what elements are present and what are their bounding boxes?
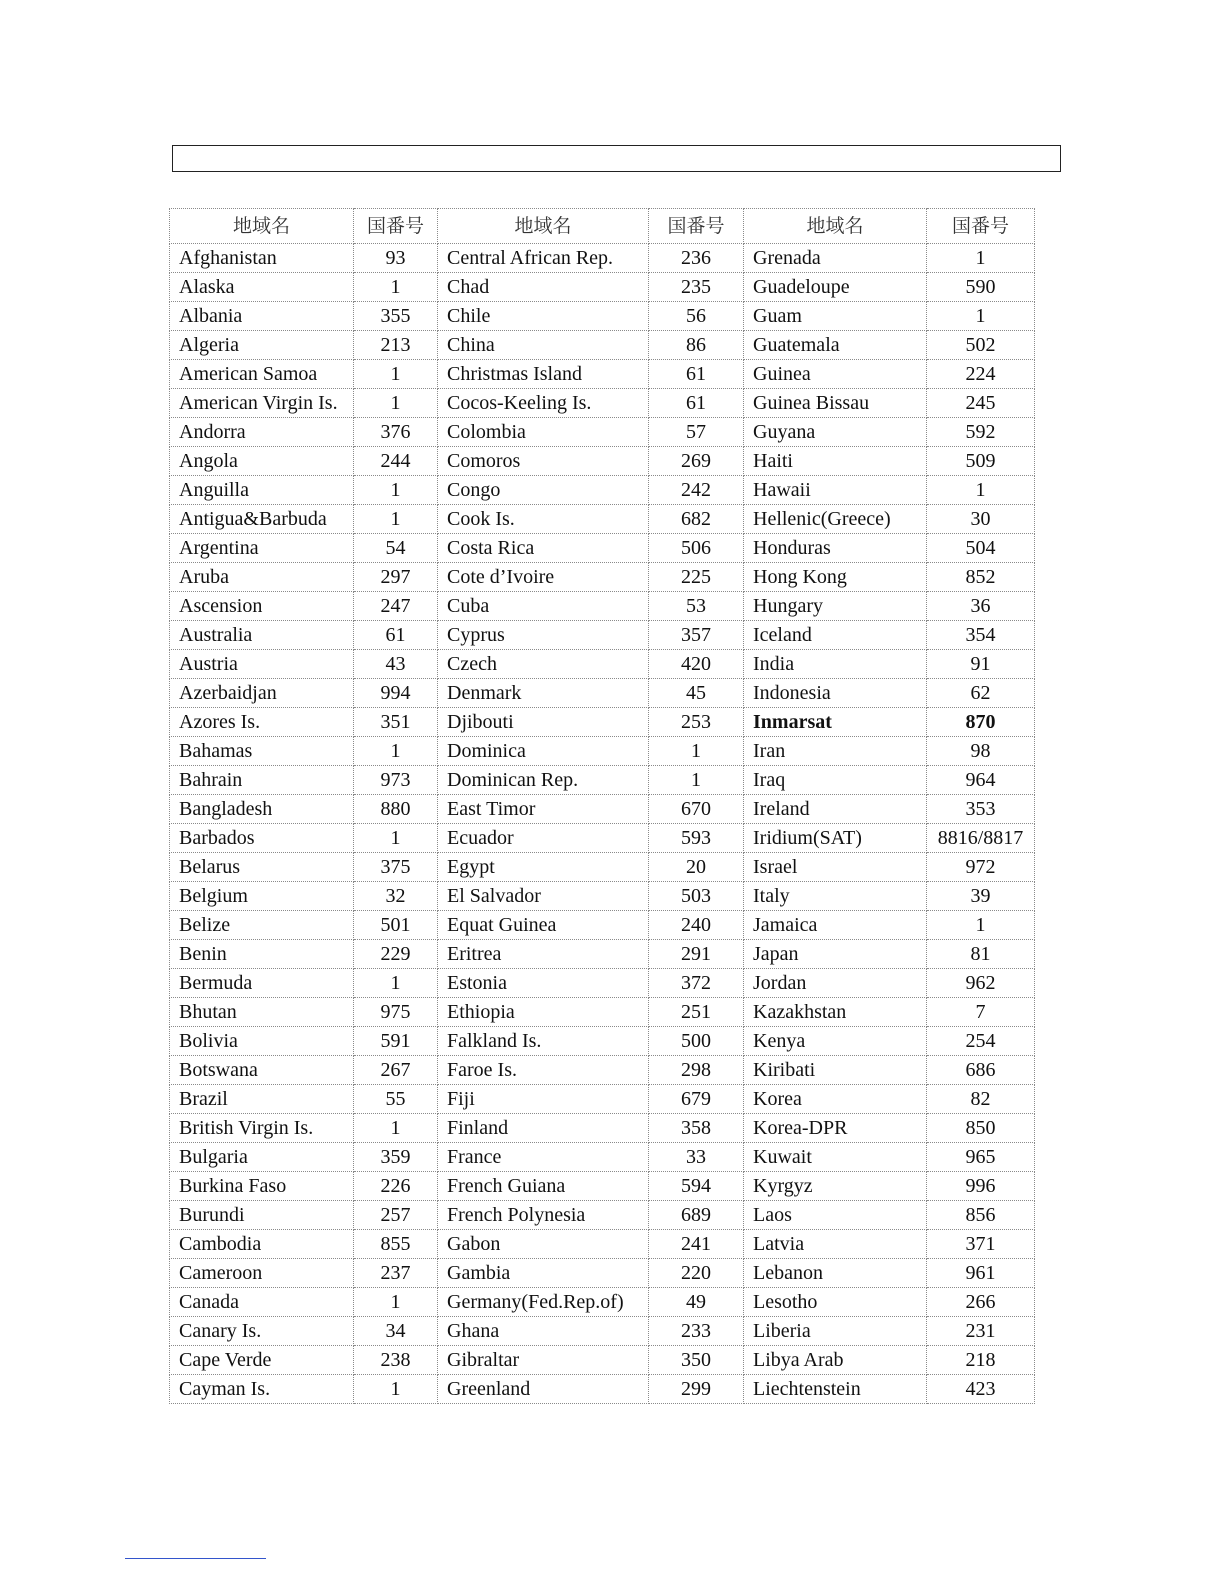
country-code-cell: 257 (354, 1201, 438, 1230)
table-row (170, 534, 1035, 563)
region-name-cell: Gabon (438, 1230, 649, 1259)
region-name-cell: Libya Arab (744, 1346, 927, 1375)
country-code-cell: 247 (354, 592, 438, 621)
table-row (170, 795, 1035, 824)
region-name-cell: Cameroon (170, 1259, 354, 1288)
country-code-cell: 1 (927, 911, 1035, 940)
country-code-cell: 213 (354, 331, 438, 360)
region-name-cell: Central African Rep. (438, 244, 649, 273)
region-name-cell: Aruba (170, 563, 354, 592)
country-code-cell: 1 (354, 1288, 438, 1317)
country-code-cell: 224 (927, 360, 1035, 389)
country-code-cell: 1 (354, 1114, 438, 1143)
country-code-cell: 1 (649, 766, 744, 795)
region-name-cell: Laos (744, 1201, 927, 1230)
region-name-cell: Japan (744, 940, 927, 969)
country-code-cell: 61 (354, 621, 438, 650)
country-code-cell: 420 (649, 650, 744, 679)
country-code-cell: 91 (927, 650, 1035, 679)
region-name-cell: Faroe Is. (438, 1056, 649, 1085)
table-row (170, 418, 1035, 447)
region-name-cell: Lebanon (744, 1259, 927, 1288)
region-name-cell: Kazakhstan (744, 998, 927, 1027)
table-row (170, 389, 1035, 418)
country-code-cell: 994 (354, 679, 438, 708)
region-name-cell: India (744, 650, 927, 679)
country-code-cell: 357 (649, 621, 744, 650)
country-code-cell: 244 (354, 447, 438, 476)
region-name-cell: Kiribati (744, 1056, 927, 1085)
region-name-cell: Benin (170, 940, 354, 969)
region-name-cell: Grenada (744, 244, 927, 273)
country-code-cell: 686 (927, 1056, 1035, 1085)
country-code-cell: 242 (649, 476, 744, 505)
region-name-cell: Italy (744, 882, 927, 911)
country-code-cell: 235 (649, 273, 744, 302)
region-name-cell: Angola (170, 447, 354, 476)
region-name-cell: Guyana (744, 418, 927, 447)
region-name-cell: Belgium (170, 882, 354, 911)
country-code-cell: 1 (927, 476, 1035, 505)
region-name-cell: American Virgin Is. (170, 389, 354, 418)
region-name-cell: Bolivia (170, 1027, 354, 1056)
region-name-cell: Bahamas (170, 737, 354, 766)
country-code-cell: 251 (649, 998, 744, 1027)
country-code-cell: 1 (927, 244, 1035, 273)
region-name-cell: Bahrain (170, 766, 354, 795)
country-code-cell: 43 (354, 650, 438, 679)
table-row (170, 1085, 1035, 1114)
country-code-cell: 590 (927, 273, 1035, 302)
country-code-cell: 55 (354, 1085, 438, 1114)
country-code-cell: 254 (927, 1027, 1035, 1056)
country-code-cell: 670 (649, 795, 744, 824)
table-row (170, 882, 1035, 911)
region-name-cell: Fiji (438, 1085, 649, 1114)
region-name-cell: Hawaii (744, 476, 927, 505)
region-name-cell: Cook Is. (438, 505, 649, 534)
country-code-cell: 240 (649, 911, 744, 940)
country-code-cell: 509 (927, 447, 1035, 476)
country-code-cell: 98 (927, 737, 1035, 766)
country-code-cell: 1 (354, 505, 438, 534)
country-code-cell: 1 (649, 737, 744, 766)
region-name-cell: Hungary (744, 592, 927, 621)
region-name-cell: American Samoa (170, 360, 354, 389)
table-row (170, 853, 1035, 882)
country-code-cell: 870 (927, 708, 1035, 737)
table-row (170, 1317, 1035, 1346)
table-row (170, 737, 1035, 766)
region-name-cell: Congo (438, 476, 649, 505)
region-name-cell: Costa Rica (438, 534, 649, 563)
country-code-cell: 241 (649, 1230, 744, 1259)
table-row (170, 1027, 1035, 1056)
region-name-cell: Falkland Is. (438, 1027, 649, 1056)
country-code-cell: 359 (354, 1143, 438, 1172)
region-name-cell: Bangladesh (170, 795, 354, 824)
region-name-cell: Bermuda (170, 969, 354, 998)
country-code-cell: 962 (927, 969, 1035, 998)
country-code-cell: 355 (354, 302, 438, 331)
region-name-cell: Algeria (170, 331, 354, 360)
table-row (170, 708, 1035, 737)
region-name-cell: Dominican Rep. (438, 766, 649, 795)
country-code-cell: 423 (927, 1375, 1035, 1404)
region-name-cell: Estonia (438, 969, 649, 998)
table-row (170, 331, 1035, 360)
region-name-cell: Alaska (170, 273, 354, 302)
region-name-cell: Latvia (744, 1230, 927, 1259)
country-code-cell: 503 (649, 882, 744, 911)
table-row (170, 505, 1035, 534)
table-row (170, 969, 1035, 998)
country-code-cell: 57 (649, 418, 744, 447)
country-code-cell: 81 (927, 940, 1035, 969)
country-code-cell: 964 (927, 766, 1035, 795)
header-region-name: 地域名 (170, 209, 354, 244)
country-code-cell: 56 (649, 302, 744, 331)
region-name-cell: British Virgin Is. (170, 1114, 354, 1143)
country-code-cell: 266 (927, 1288, 1035, 1317)
country-code-cell: 32 (354, 882, 438, 911)
region-name-cell: Guinea Bissau (744, 389, 927, 418)
country-code-cell: 354 (927, 621, 1035, 650)
region-name-cell: Chad (438, 273, 649, 302)
table-row (170, 1143, 1035, 1172)
region-name-cell: Iceland (744, 621, 927, 650)
table-row (170, 592, 1035, 621)
country-code-cell: 371 (927, 1230, 1035, 1259)
table-row (170, 1114, 1035, 1143)
region-name-cell: Cayman Is. (170, 1375, 354, 1404)
table-row (170, 476, 1035, 505)
region-name-cell: Brazil (170, 1085, 354, 1114)
region-name-cell: Egypt (438, 853, 649, 882)
table-row (170, 1172, 1035, 1201)
table-header-row (170, 209, 1035, 244)
region-name-cell: Bhutan (170, 998, 354, 1027)
region-name-cell: Haiti (744, 447, 927, 476)
region-name-cell: China (438, 331, 649, 360)
region-name-cell: Iraq (744, 766, 927, 795)
table-row (170, 621, 1035, 650)
country-code-cell: 682 (649, 505, 744, 534)
table-row (170, 998, 1035, 1027)
region-name-cell: Afghanistan (170, 244, 354, 273)
country-code-cell: 501 (354, 911, 438, 940)
country-code-cell: 500 (649, 1027, 744, 1056)
country-code-cell: 996 (927, 1172, 1035, 1201)
region-name-cell: Antigua&Barbuda (170, 505, 354, 534)
country-code-cell: 226 (354, 1172, 438, 1201)
region-name-cell: Iran (744, 737, 927, 766)
table-row (170, 1375, 1035, 1404)
country-code-cell: 45 (649, 679, 744, 708)
region-name-cell: Belarus (170, 853, 354, 882)
region-name-cell: French Guiana (438, 1172, 649, 1201)
region-name-cell: Jamaica (744, 911, 927, 940)
document-title-box (172, 145, 1061, 172)
region-name-cell: Kyrgyz (744, 1172, 927, 1201)
country-code-cell: 297 (354, 563, 438, 592)
country-code-cell: 350 (649, 1346, 744, 1375)
country-code-cell: 53 (649, 592, 744, 621)
country-code-cell: 34 (354, 1317, 438, 1346)
country-code-table (169, 208, 1035, 1404)
table-row (170, 911, 1035, 940)
region-name-cell: Korea (744, 1085, 927, 1114)
country-code-cell: 1 (354, 1375, 438, 1404)
region-name-cell: Iridium(SAT) (744, 824, 927, 853)
region-name-cell: Bulgaria (170, 1143, 354, 1172)
table-row (170, 824, 1035, 853)
country-code-cell: 880 (354, 795, 438, 824)
country-code-cell: 61 (649, 360, 744, 389)
table-row (170, 679, 1035, 708)
region-name-cell: Indonesia (744, 679, 927, 708)
region-name-cell: Czech (438, 650, 649, 679)
country-code-cell: 591 (354, 1027, 438, 1056)
region-name-cell: French Polynesia (438, 1201, 649, 1230)
country-code-cell: 972 (927, 853, 1035, 882)
country-code-cell: 253 (649, 708, 744, 737)
region-name-cell: Cyprus (438, 621, 649, 650)
region-name-cell: Hong Kong (744, 563, 927, 592)
region-name-cell: Albania (170, 302, 354, 331)
country-code-cell: 298 (649, 1056, 744, 1085)
region-name-cell: Azerbaidjan (170, 679, 354, 708)
country-code-cell: 299 (649, 1375, 744, 1404)
country-code-cell: 231 (927, 1317, 1035, 1346)
country-code-cell: 1 (354, 389, 438, 418)
country-code-cell: 965 (927, 1143, 1035, 1172)
region-name-cell: Anguilla (170, 476, 354, 505)
table-row (170, 302, 1035, 331)
region-name-cell: France (438, 1143, 649, 1172)
country-code-cell: 592 (927, 418, 1035, 447)
region-name-cell: Burundi (170, 1201, 354, 1230)
region-name-cell: Jordan (744, 969, 927, 998)
region-name-cell: Gibraltar (438, 1346, 649, 1375)
region-name-cell: Israel (744, 853, 927, 882)
region-name-cell: Canary Is. (170, 1317, 354, 1346)
region-name-cell: Azores Is. (170, 708, 354, 737)
region-name-cell: Cuba (438, 592, 649, 621)
region-name-cell: Ethiopia (438, 998, 649, 1027)
region-name-cell: Cape Verde (170, 1346, 354, 1375)
region-name-cell: Colombia (438, 418, 649, 447)
region-name-cell: Eritrea (438, 940, 649, 969)
region-name-cell: Belize (170, 911, 354, 940)
country-code-cell: 961 (927, 1259, 1035, 1288)
region-name-cell: Christmas Island (438, 360, 649, 389)
country-code-cell: 372 (649, 969, 744, 998)
region-name-cell: Ghana (438, 1317, 649, 1346)
country-code-cell: 973 (354, 766, 438, 795)
country-code-cell: 49 (649, 1288, 744, 1317)
table-row (170, 1056, 1035, 1085)
country-code-cell: 7 (927, 998, 1035, 1027)
country-code-cell: 1 (927, 302, 1035, 331)
country-code-cell: 1 (354, 737, 438, 766)
country-code-cell: 1 (354, 273, 438, 302)
region-name-cell: Hellenic(Greece) (744, 505, 927, 534)
region-name-cell: Denmark (438, 679, 649, 708)
table-row (170, 360, 1035, 389)
country-code-cell: 1 (354, 476, 438, 505)
region-name-cell: Liechtenstein (744, 1375, 927, 1404)
country-code-cell: 36 (927, 592, 1035, 621)
region-name-cell: Argentina (170, 534, 354, 563)
country-code-cell: 269 (649, 447, 744, 476)
country-code-cell: 594 (649, 1172, 744, 1201)
table-row (170, 650, 1035, 679)
country-code-cell: 850 (927, 1114, 1035, 1143)
table-row (170, 447, 1035, 476)
region-name-cell: Canada (170, 1288, 354, 1317)
country-code-cell: 39 (927, 882, 1035, 911)
country-code-cell: 855 (354, 1230, 438, 1259)
country-code-cell: 975 (354, 998, 438, 1027)
country-code-cell: 376 (354, 418, 438, 447)
table-row (170, 563, 1035, 592)
region-name-cell: Barbados (170, 824, 354, 853)
header-country-code: 国番号 (354, 209, 438, 244)
country-code-cell: 375 (354, 853, 438, 882)
country-code-cell: 225 (649, 563, 744, 592)
table-row (170, 1201, 1035, 1230)
country-code-cell: 506 (649, 534, 744, 563)
region-name-cell: Equat Guinea (438, 911, 649, 940)
region-name-cell: Liberia (744, 1317, 927, 1346)
region-name-cell: Ireland (744, 795, 927, 824)
country-code-cell: 54 (354, 534, 438, 563)
country-code-cell: 33 (649, 1143, 744, 1172)
country-code-cell: 267 (354, 1056, 438, 1085)
header-region-name: 地域名 (744, 209, 927, 244)
region-name-cell: Lesotho (744, 1288, 927, 1317)
table-row (170, 1259, 1035, 1288)
region-name-cell: Germany(Fed.Rep.of) (438, 1288, 649, 1317)
region-name-cell: Botswana (170, 1056, 354, 1085)
country-code-cell: 245 (927, 389, 1035, 418)
country-code-cell: 679 (649, 1085, 744, 1114)
country-code-cell: 229 (354, 940, 438, 969)
region-name-cell: Andorra (170, 418, 354, 447)
region-name-cell: Guadeloupe (744, 273, 927, 302)
table-row (170, 1288, 1035, 1317)
region-name-cell: Cocos-Keeling Is. (438, 389, 649, 418)
country-code-cell: 233 (649, 1317, 744, 1346)
region-name-cell: Kenya (744, 1027, 927, 1056)
region-name-cell: East Timor (438, 795, 649, 824)
header-region-name: 地域名 (438, 209, 649, 244)
country-code-cell: 502 (927, 331, 1035, 360)
country-code-cell: 689 (649, 1201, 744, 1230)
country-code-cell: 30 (927, 505, 1035, 534)
table-row (170, 244, 1035, 273)
country-code-cell: 218 (927, 1346, 1035, 1375)
table-row (170, 940, 1035, 969)
table-row (170, 1346, 1035, 1375)
country-code-cell: 61 (649, 389, 744, 418)
region-name-cell: Gambia (438, 1259, 649, 1288)
region-name-cell: Cote d’Ivoire (438, 563, 649, 592)
country-code-cell: 237 (354, 1259, 438, 1288)
country-code-cell: 358 (649, 1114, 744, 1143)
region-name-cell: Greenland (438, 1375, 649, 1404)
country-code-cell: 93 (354, 244, 438, 273)
country-code-cell: 62 (927, 679, 1035, 708)
country-code-cell: 1 (354, 969, 438, 998)
region-name-cell: Guinea (744, 360, 927, 389)
country-code-cell: 86 (649, 331, 744, 360)
region-name-cell: Cambodia (170, 1230, 354, 1259)
region-name-cell: El Salvador (438, 882, 649, 911)
region-name-cell: Finland (438, 1114, 649, 1143)
country-code-cell: 852 (927, 563, 1035, 592)
country-code-cell: 8816/8817 (927, 824, 1035, 853)
country-code-cell: 593 (649, 824, 744, 853)
country-code-cell: 238 (354, 1346, 438, 1375)
region-name-cell: Comoros (438, 447, 649, 476)
country-code-cell: 82 (927, 1085, 1035, 1114)
region-name-cell: Honduras (744, 534, 927, 563)
region-name-cell: Korea-DPR (744, 1114, 927, 1143)
region-name-cell: Austria (170, 650, 354, 679)
country-code-cell: 291 (649, 940, 744, 969)
table-body (170, 244, 1035, 1404)
region-name-cell: Guatemala (744, 331, 927, 360)
header-country-code: 国番号 (927, 209, 1035, 244)
country-code-cell: 1 (354, 824, 438, 853)
table-row (170, 1230, 1035, 1259)
region-name-cell: Australia (170, 621, 354, 650)
region-name-cell: Ecuador (438, 824, 649, 853)
region-name-cell: Kuwait (744, 1143, 927, 1172)
region-name-cell: Dominica (438, 737, 649, 766)
country-code-cell: 353 (927, 795, 1035, 824)
region-name-cell: Inmarsat (744, 708, 927, 737)
country-code-cell: 1 (354, 360, 438, 389)
region-name-cell: Djibouti (438, 708, 649, 737)
region-name-cell: Chile (438, 302, 649, 331)
country-code-cell: 220 (649, 1259, 744, 1288)
header-country-code: 国番号 (649, 209, 744, 244)
region-name-cell: Guam (744, 302, 927, 331)
region-name-cell: Ascension (170, 592, 354, 621)
country-code-cell: 856 (927, 1201, 1035, 1230)
country-code-cell: 504 (927, 534, 1035, 563)
region-name-cell: Burkina Faso (170, 1172, 354, 1201)
country-code-cell: 351 (354, 708, 438, 737)
footnote-separator (125, 1558, 266, 1559)
country-code-cell: 20 (649, 853, 744, 882)
table-row (170, 273, 1035, 302)
country-code-cell: 236 (649, 244, 744, 273)
table-row (170, 766, 1035, 795)
